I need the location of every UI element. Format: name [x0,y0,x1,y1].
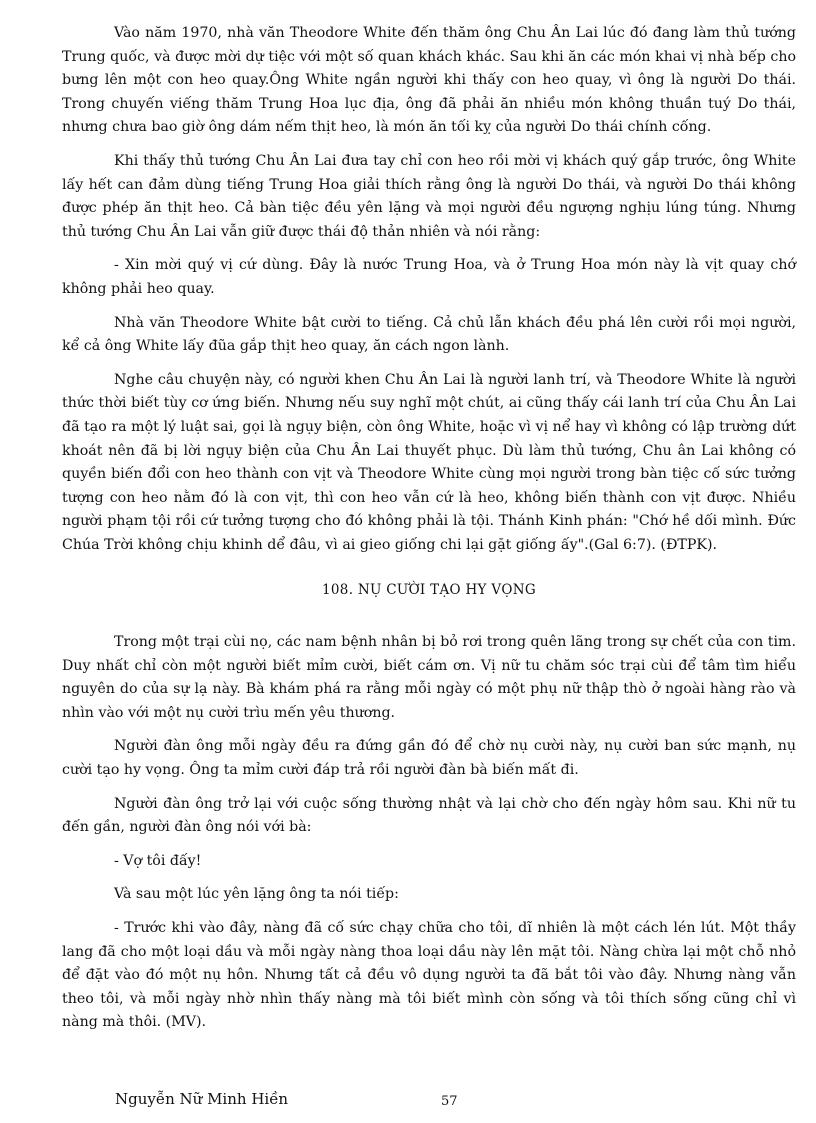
paragraph: Nhà văn Theodore White bật cười to tiếng. Cả chủ lẫn khách đều phá lên cười rồi mọi người, kể cả ông White lấy đũa gắp thịt heo quay, ăn cách ngon lành. [62,314,796,355]
page-number: 57 [441,1094,458,1109]
paragraph: Người đàn ông trở lại với cuộc sống thường nhật và lại chờ cho đến ngày hôm sau. Khi nữ tu đến gần, người đàn ông nói với bà: [62,795,796,836]
paragraph: Và sau một lúc yên lặng ông ta nói tiếp: [114,886,399,903]
footer-author: Nguyễn Nữ Minh Hiền [115,1090,289,1108]
paragraph: Người đàn ông mỗi ngày đều ra đứng gần đó để chờ nụ cười này, nụ cười ban sức mạnh, nụ cười tạo hy vọng. Ông ta mỉm cười đáp trả rồi người đàn bà biến mất đi. [62,738,796,779]
paragraph: Khi thấy thủ tướng Chu Ân Lai đưa tay chỉ con heo rồi mời vị khách quý gắp trước, ông White lấy hết can đảm dùng tiếng Trung Hoa giải thích rằng ông là người Do thái, và người Do thái không được phép ăn thịt heo. Cả bàn tiệc đều yên lặng và mọi người đều ngượng nghịu lúng túng. Nhưng thủ tướng Chu Ân Lai vẫn giữ được thái độ thản nhiên và nói rằng: [62,152,796,240]
document-page [62,22,796,1045]
paragraph: Vào năm 1970, nhà văn Theodore White đến thăm ông Chu Ân Lai lúc đó đang làm thủ tướng Trung quốc, và được mời dự tiệc với một số quan khách khác. Sau khi ăn các món khai vị nhà bếp cho bưng lên một con heo quay.Ông White ngần người khi thấy con heo quay, vì ông là người Do thái. Trong chuyến viếng thăm Trung Hoa lục địa, ông đã phải ăn nhiều món không thuần tuý Do thái, nhưng chưa bao giờ ông dám nếm thịt heo, là món ăn tối kỵ của người Do thái chính cống. [62,25,796,136]
dialogue-line: - Vợ tôi đấy! [114,852,202,869]
section-heading: 108. NỤ CƯỜI TẠO HY VỌNG [322,582,536,599]
paragraph: Nghe câu chuyện này, có người khen Chu Ân Lai là người lanh trí, và Theodore White là người thức thời biết tùy cơ ứng biến. Nhưng nếu suy nghĩ một chút, ai cũng thấy cái lanh trí của Chu Ân Lai đã tạo ra một lý luật sai, gọi là ngụy biện, còn ông White, hoặc vì vị nể hay vì không có lập trường dứt khoát nên đã bị lời ngụy biện của Chu Ân Lai thuyết phục. Dù làm thủ tướng, Chu ân Lai không có quyền biến đổi con heo thành con vịt và Theodore White cùng mọi người trong bàn tiệc cố sức tưởng tượng con heo nằm đó là con vịt, thì con heo vẫn cứ là heo, không biến thành con vịt được. Nhiều người phạm tội rồi cứ tưởng tượng cho đó không phải là tội. Thánh Kinh phán: "Chớ hề dối mình. Đức Chúa Trời không chịu khinh dể đâu, vì ai gieo giống chi lại gặt giống ấy".(Gal 6:7). (ĐTPK). [62,371,796,553]
paragraph: - Xin mời quý vị cứ dùng. Đây là nước Trung Hoa, và ở Trung Hoa món này là vịt quay chớ không phải heo quay. [62,257,796,297]
paragraph: Trong một trại cùi nọ, các nam bệnh nhân bị bỏ rơi trong quên lãng trong sự chết của con tim. Duy nhất chỉ còn một người biết mỉm cười, biết cám ơn. Vị nữ tu chăm sóc trại cùi để tâm tìm hiểu nguyên do của sự lạ này. Bà khám phá ra rằng mỗi ngày có một phụ nữ thập thò ở ngoài hàng rào và nhìn vào với một nụ cười trìu mến yêu thương. [62,634,796,721]
paragraph: - Trước khi vào đây, nàng đã cố sức chạy chữa cho tôi, dĩ nhiên là một cách lén lút. Một thầy lang đã cho một loại dầu và mỗi ngày nàng thoa loại dầu này lên mặt tôi. Nàng chừa lại một chỗ nhỏ để đặt vào đó một nụ hôn. Nhưng tất cả đều vô dụng người ta đã bắt tôi vào đây. Nhưng nàng vẫn theo tôi, và mỗi ngày nhờ nhìn thấy nàng mà tôi biết mình còn sống và tôi thích sống cũng chỉ vì nàng mà thôi. (MV). [62,920,796,1031]
